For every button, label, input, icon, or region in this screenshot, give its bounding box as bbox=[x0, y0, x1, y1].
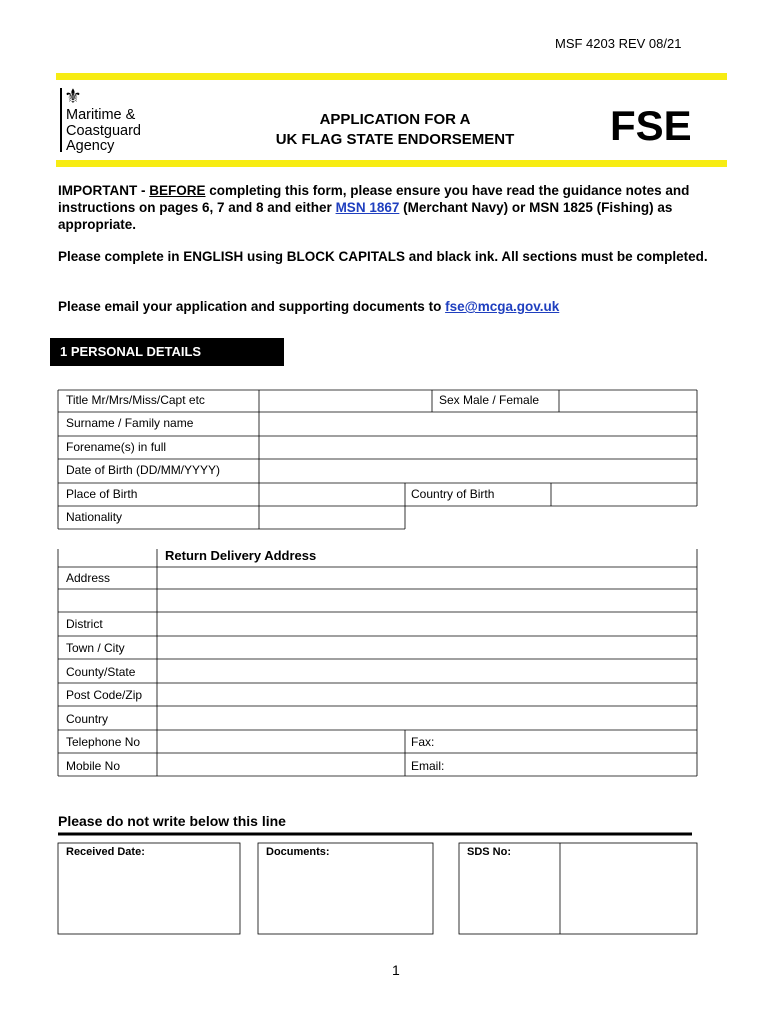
completion-note: Please complete in ENGLISH using BLOCK CAPITALS and black ink. All sections must be completed. bbox=[58, 249, 708, 264]
district-label: District bbox=[66, 617, 103, 631]
form-code: FSE bbox=[610, 102, 692, 149]
nationality-label: Nationality bbox=[66, 510, 123, 524]
important-mid: completing this form, please ensure you have read the guidance notes and instructions on pages 6, 7 and 8 and either bbox=[58, 183, 690, 215]
postcode-input[interactable] bbox=[158, 684, 696, 705]
msn-1867-link[interactable]: MSN 1867 bbox=[335, 200, 400, 215]
fax-input[interactable] bbox=[445, 731, 696, 752]
return-address-heading: Return Delivery Address bbox=[165, 548, 317, 563]
office-use-heading: Please do not write below this line bbox=[58, 813, 286, 829]
district-input[interactable] bbox=[158, 613, 696, 635]
surname-input[interactable] bbox=[260, 413, 696, 435]
before-word: BEFORE bbox=[149, 183, 206, 198]
telephone-input[interactable] bbox=[158, 731, 404, 752]
place-of-birth-input[interactable] bbox=[260, 484, 404, 505]
section-personal-details-heading: 1 PERSONAL DETAILS bbox=[50, 338, 284, 366]
important-prefix: IMPORTANT - bbox=[58, 183, 150, 198]
dob-input[interactable] bbox=[260, 460, 696, 482]
country-of-birth-label: Country of Birth bbox=[411, 487, 495, 501]
title-label: Title Mr/Mrs/Miss/Capt etc bbox=[66, 393, 205, 407]
agency-name-line: Agency bbox=[66, 138, 115, 154]
form-reference: MSF 4203 REV 08/21 bbox=[555, 36, 682, 51]
place-of-birth-label: Place of Birth bbox=[66, 487, 138, 501]
fax-label: Fax: bbox=[411, 735, 435, 749]
email-prefix: Please email your application and supporting documents to bbox=[58, 299, 446, 314]
county-input[interactable] bbox=[158, 660, 696, 682]
mobile-input[interactable] bbox=[158, 754, 404, 775]
surname-label: Surname / Family name bbox=[66, 416, 194, 430]
address-line-1-input[interactable] bbox=[158, 568, 696, 588]
agency-name-line: Coastguard bbox=[66, 122, 141, 139]
sex-label: Sex Male / Female bbox=[439, 393, 540, 407]
title-input[interactable] bbox=[260, 391, 431, 411]
address-line-2-input[interactable] bbox=[158, 590, 696, 611]
town-label: Town / City bbox=[66, 641, 125, 655]
country-of-birth-input[interactable] bbox=[552, 484, 696, 505]
country-input[interactable] bbox=[158, 707, 696, 729]
agency-name-line: Maritime & bbox=[66, 107, 136, 123]
nationality-input[interactable] bbox=[260, 507, 404, 528]
important-suffix: (Merchant Navy) or MSN 1825 (Fishing) as appropriate. bbox=[58, 200, 673, 232]
country-label: Country bbox=[66, 712, 109, 726]
mobile-label: Mobile No bbox=[66, 759, 121, 773]
royal-crest-icon: ⚜ bbox=[64, 86, 82, 108]
sds-no-label: SDS No: bbox=[467, 846, 511, 858]
documents-label: Documents: bbox=[266, 846, 330, 858]
telephone-label: Telephone No bbox=[66, 735, 141, 749]
postcode-label: Post Code/Zip bbox=[66, 688, 143, 702]
forenames-input[interactable] bbox=[260, 437, 696, 458]
dob-label: Date of Birth (DD/MM/YYYY) bbox=[66, 463, 221, 477]
title-line-2: UK FLAG STATE ENDORSEMENT bbox=[275, 131, 515, 148]
sex-input[interactable] bbox=[560, 391, 696, 411]
county-label: County/State bbox=[66, 665, 136, 679]
received-date-label: Received Date: bbox=[66, 846, 145, 858]
page-number: 1 bbox=[392, 962, 400, 978]
address-label: Address bbox=[66, 571, 111, 585]
fse-email-link[interactable]: fse@mcga.gov.uk bbox=[445, 299, 560, 314]
town-input[interactable] bbox=[158, 637, 696, 658]
email-input[interactable] bbox=[455, 754, 696, 775]
forenames-label: Forename(s) in full bbox=[66, 440, 167, 454]
title-line-1: APPLICATION FOR A bbox=[319, 111, 471, 128]
email-label: Email: bbox=[411, 759, 445, 773]
